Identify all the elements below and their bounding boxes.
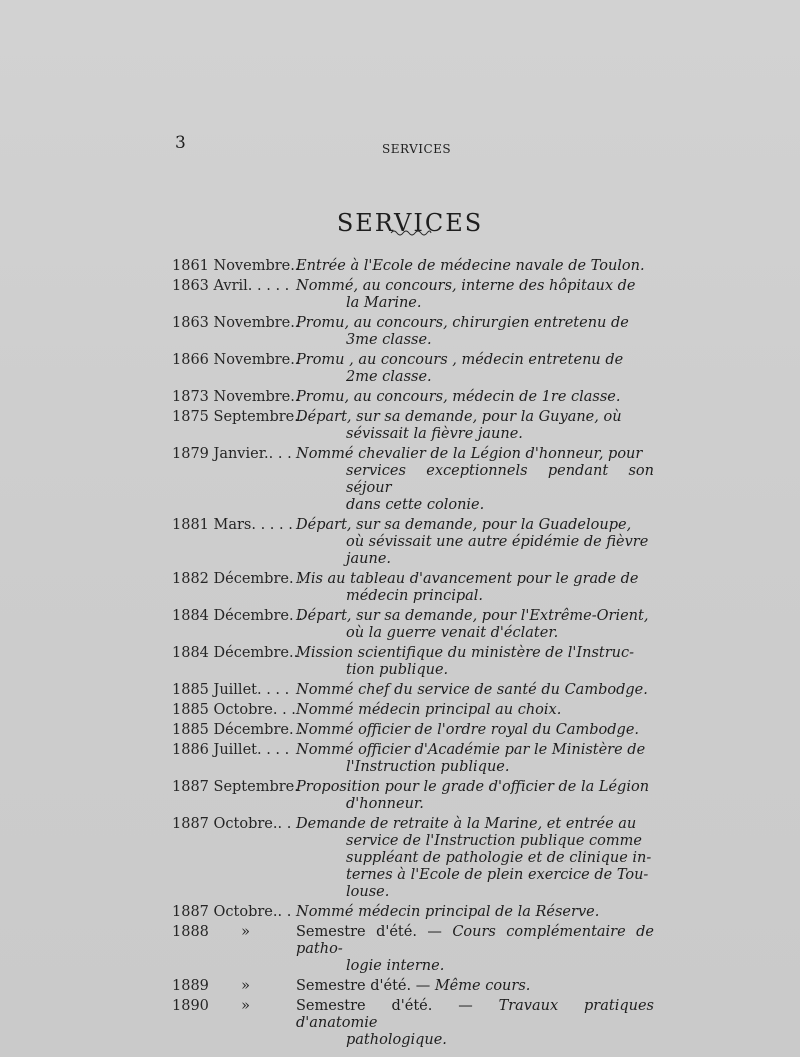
service-entry bbox=[172, 924, 654, 975]
service-entry bbox=[172, 702, 654, 719]
entry-continuation-line: services exceptionnels pendant son séjour bbox=[346, 463, 654, 496]
entry-date: 1884 Décembre. . bbox=[172, 608, 303, 624]
entry-line: Nommé chevalier de la Légion d'honneur, pour bbox=[296, 446, 643, 462]
entry-date: 1879 Janvier.. . . bbox=[172, 446, 292, 462]
entry-date: 1887 Octobre.. . bbox=[172, 904, 292, 920]
entry-line: Nommé officier d'Académie par le Ministère de bbox=[296, 742, 646, 758]
entry-description bbox=[296, 702, 654, 719]
entry-lead: Semestre d'été. — bbox=[296, 924, 453, 940]
entry-description bbox=[296, 352, 654, 386]
entry-date: 1866 Novembre.. bbox=[172, 352, 300, 368]
entry-line: Entrée à l'Ecole de médecine navale de Toulon. bbox=[296, 258, 645, 274]
entry-date: 1863 Novembre.. bbox=[172, 315, 300, 331]
entry-line: Nommé officier de l'ordre royal du Cambodge. bbox=[296, 722, 640, 738]
entry-description bbox=[296, 742, 654, 776]
entry-line: Départ, sur sa demande, pour la Guadeloupe, bbox=[296, 517, 632, 533]
service-entry bbox=[172, 446, 654, 514]
entry-date: 1885 Décembre. . bbox=[172, 722, 303, 738]
entry-date: 1887 Octobre.. . bbox=[172, 816, 292, 832]
entry-lead: Semestre d'été. — bbox=[296, 998, 499, 1014]
entry-continuation-line: la Marine. bbox=[346, 295, 422, 311]
entry-continuation-line: louse. bbox=[346, 884, 390, 900]
entry-line: Nommé chef du service de santé du Cambodge. bbox=[296, 682, 648, 698]
entry-continuation-line: tion publique. bbox=[346, 662, 449, 678]
service-entry bbox=[172, 258, 654, 275]
entry-continuation-line: ternes à l'Ecole de plein exercice de Tou- bbox=[346, 867, 649, 883]
entry-line: Cours complémentaire de patho- bbox=[296, 924, 654, 957]
entry-lead: Semestre d'été. — bbox=[296, 978, 435, 994]
service-entry bbox=[172, 904, 654, 921]
entry-date: 1890 » bbox=[172, 998, 251, 1014]
entry-continuation-line: jaune. bbox=[346, 551, 392, 567]
service-entry bbox=[172, 998, 654, 1049]
entry-continuation-line: service de l'Instruction publique comme bbox=[346, 833, 642, 849]
service-entry bbox=[172, 779, 654, 813]
entry-date: 1887 Septembre. bbox=[172, 779, 299, 795]
service-list bbox=[172, 258, 654, 1052]
page-title: SERVICES bbox=[336, 209, 484, 238]
page-number: 3 bbox=[175, 133, 186, 153]
service-entry bbox=[172, 571, 654, 605]
entry-description bbox=[296, 998, 654, 1049]
entry-line: Mis au tableau d'avancement pour le grade de bbox=[296, 571, 639, 587]
entry-continuation-line: où sévissait une autre épidémie de fièvre bbox=[346, 534, 649, 550]
entry-continuation-line: logie interne. bbox=[346, 958, 445, 974]
entry-line: Départ, sur sa demande, pour l'Extrême-Orient, bbox=[296, 608, 649, 624]
running-header: SERVICES bbox=[382, 142, 452, 156]
entry-date: 1885 Octobre. . . bbox=[172, 702, 296, 718]
entry-description bbox=[296, 722, 654, 739]
entry-description bbox=[296, 389, 654, 406]
entry-date: 1881 Mars. . . . . bbox=[172, 517, 293, 533]
service-entry bbox=[172, 978, 654, 995]
entry-description bbox=[296, 278, 654, 312]
entry-line: Nommé, au concours, interne des hôpitaux de bbox=[296, 278, 636, 294]
entry-line: Travaux pratiques d'anatomie bbox=[296, 998, 654, 1031]
service-entry bbox=[172, 722, 654, 739]
entry-date: 1861 Novembre.. bbox=[172, 258, 300, 274]
entry-description bbox=[296, 315, 654, 349]
service-entry bbox=[172, 608, 654, 642]
entry-line: Promu, au concours, médecin de 1re classe. bbox=[296, 389, 621, 405]
entry-description bbox=[296, 924, 654, 975]
entry-line: Départ, sur sa demande, pour la Guyane, où bbox=[296, 409, 622, 425]
entry-description bbox=[296, 904, 654, 921]
entry-description bbox=[296, 517, 654, 568]
service-entry bbox=[172, 517, 654, 568]
entry-description bbox=[296, 779, 654, 813]
entry-line: Demande de retraite à la Marine, et entrée au bbox=[296, 816, 637, 832]
entry-description bbox=[296, 645, 654, 679]
entry-date: 1875 Septembre.. bbox=[172, 409, 304, 425]
entry-description bbox=[296, 258, 654, 275]
service-entry bbox=[172, 682, 654, 699]
entry-continuation-line: suppléant de pathologie et de clinique in- bbox=[346, 850, 652, 866]
entry-line: Nommé médecin principal de la Réserve. bbox=[296, 904, 600, 920]
entry-line: Nommé médecin principal au choix. bbox=[296, 702, 562, 718]
service-entry bbox=[172, 315, 654, 349]
entry-date: 1884 Décembre.. bbox=[172, 645, 299, 661]
entry-continuation-line: 3me classe. bbox=[346, 332, 432, 348]
entry-continuation-line: 2me classe. bbox=[346, 369, 432, 385]
entry-continuation-line: l'Instruction publique. bbox=[346, 759, 510, 775]
entry-date: 1885 Juillet. . . . bbox=[172, 682, 290, 698]
service-entry bbox=[172, 645, 654, 679]
entry-continuation-line: dans cette colonie. bbox=[346, 497, 485, 513]
entry-line: Promu , au concours , médecin entretenu de bbox=[296, 352, 624, 368]
entry-date: 1889 » bbox=[172, 978, 251, 994]
entry-continuation-line: sévissait la fièvre jaune. bbox=[346, 426, 523, 442]
entry-date: 1888 » bbox=[172, 924, 251, 940]
entry-description bbox=[296, 816, 654, 901]
entry-description bbox=[296, 446, 654, 514]
service-entry bbox=[172, 352, 654, 386]
service-entry bbox=[172, 742, 654, 776]
entry-description bbox=[296, 409, 654, 443]
entry-date: 1863 Avril. . . . . bbox=[172, 278, 290, 294]
service-entry bbox=[172, 278, 654, 312]
entry-date: 1886 Juillet. . . . bbox=[172, 742, 290, 758]
service-entry bbox=[172, 816, 654, 901]
entry-line: Même cours. bbox=[434, 978, 531, 994]
entry-continuation-line: où la guerre venait d'éclater. bbox=[346, 625, 559, 641]
entry-continuation-line: pathologique. bbox=[346, 1032, 447, 1048]
entry-line: Mission scientifique du ministère de l'Instruc- bbox=[296, 645, 635, 661]
entry-line: Promu, au concours, chirurgien entretenu de bbox=[296, 315, 629, 331]
entry-description bbox=[296, 571, 654, 605]
entry-date: 1882 Décembre. . bbox=[172, 571, 303, 587]
wavy-rule-ornament-icon bbox=[390, 228, 432, 238]
entry-date: 1873 Novembre.. bbox=[172, 389, 300, 405]
entry-description bbox=[296, 608, 654, 642]
entry-description bbox=[296, 978, 654, 995]
entry-continuation-line: d'honneur. bbox=[346, 796, 424, 812]
entry-line: Proposition pour le grade d'officier de la Légion bbox=[296, 779, 650, 795]
service-entry bbox=[172, 409, 654, 443]
service-entry bbox=[172, 389, 654, 406]
entry-description bbox=[296, 682, 654, 699]
entry-continuation-line: médecin principal. bbox=[346, 588, 484, 604]
